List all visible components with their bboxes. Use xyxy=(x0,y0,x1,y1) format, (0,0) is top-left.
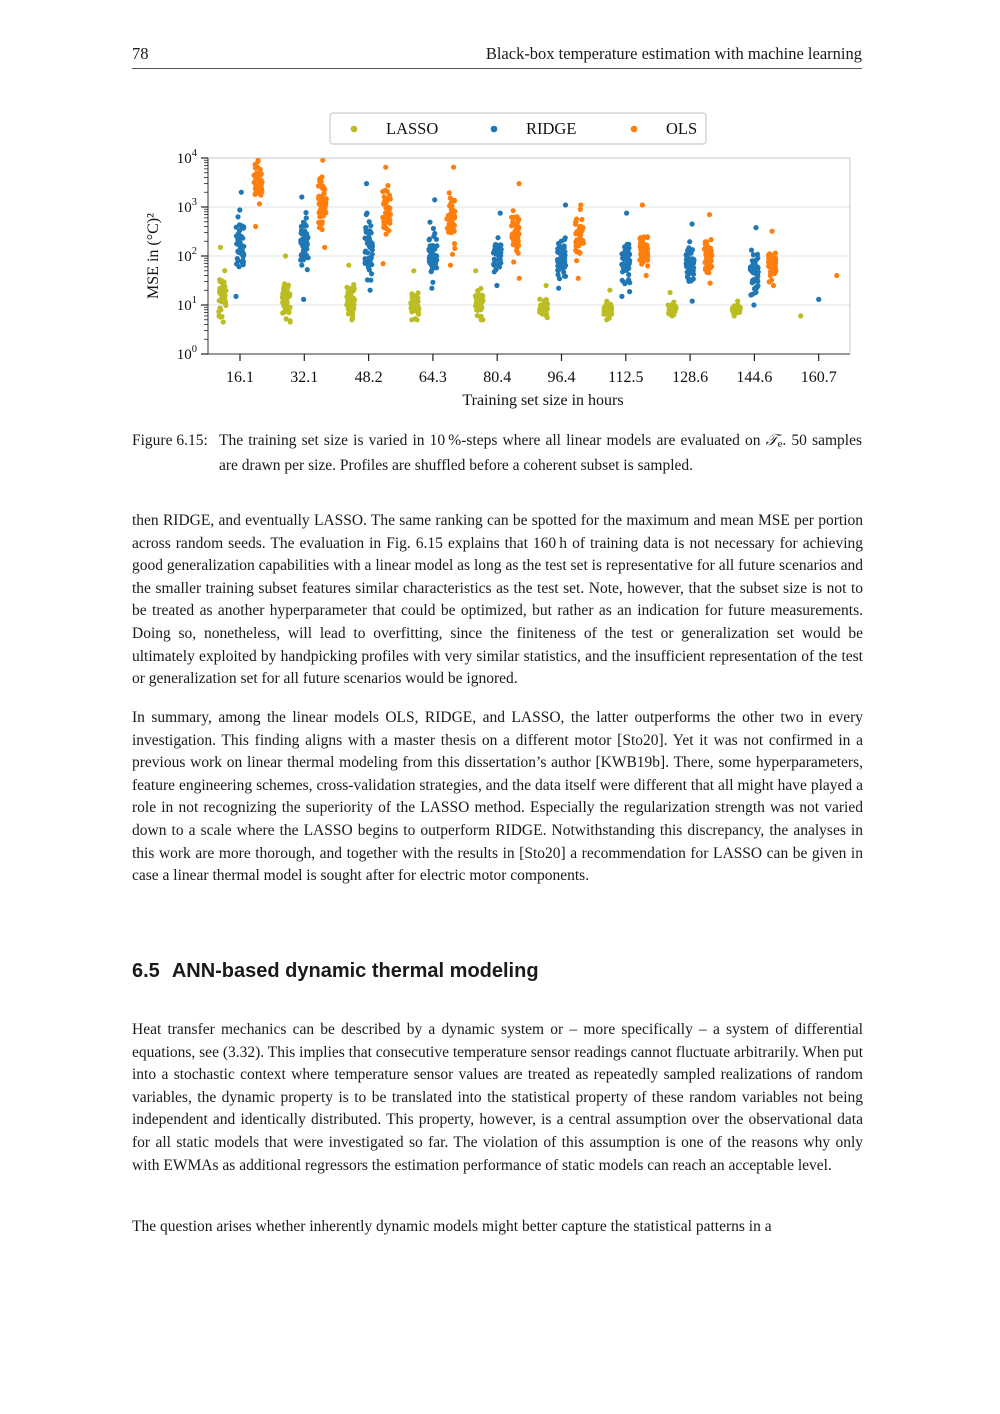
data-point-ridge xyxy=(624,263,629,268)
data-point-ridge xyxy=(429,286,434,291)
data-point-ols xyxy=(511,215,516,220)
data-point-lasso xyxy=(216,309,221,314)
data-point-lasso xyxy=(473,268,478,273)
data-point-lasso xyxy=(602,311,607,316)
data-point-lasso xyxy=(474,294,479,299)
data-point-ridge xyxy=(236,258,241,263)
data-point-ols xyxy=(452,246,457,251)
data-point-ridge xyxy=(556,241,561,246)
data-point-ols xyxy=(639,262,644,267)
y-axis-label: MSE in (°C)² xyxy=(145,213,162,299)
data-point-ridge xyxy=(751,302,756,307)
page-number: 78 xyxy=(132,44,149,63)
data-point-ols xyxy=(320,227,325,232)
data-point-lasso xyxy=(222,268,227,273)
data-point-ols xyxy=(513,243,518,248)
data-point-ols xyxy=(772,271,777,276)
data-point-ridge xyxy=(562,249,567,254)
strip-plot-chart xyxy=(132,104,862,414)
data-point-ridge xyxy=(430,243,435,248)
data-point-ridge xyxy=(753,258,758,263)
data-point-ridge xyxy=(235,234,240,239)
data-point-ols xyxy=(770,229,775,234)
data-point-ridge xyxy=(430,280,435,285)
y-tick-label: $10^2$ xyxy=(176,246,197,265)
caption-text-before: The training set size is varied in 10 %-steps where all linear models are evaluated on xyxy=(219,432,766,449)
data-point-ridge xyxy=(751,279,756,284)
data-point-lasso xyxy=(413,316,418,321)
data-point-ridge xyxy=(557,276,562,281)
data-point-ridge xyxy=(365,277,370,282)
y-tick-label: $10^0$ xyxy=(176,344,197,363)
data-point-lasso xyxy=(668,311,673,316)
data-point-ridge xyxy=(431,234,436,239)
data-point-ols xyxy=(637,236,642,241)
data-point-ridge xyxy=(687,239,692,244)
body-paragraph: Heat transfer mechanics can be described by a dynamic system or – more specifically – a system of differential equations, see (3.32). This implies that consecutive temperature sensor readings cannot fluctuate arbitrarily. When put into a stochastic context where temperature sensor values are treated as repeatedly sampled realizations of random variables, the dynamic property is to be translated into the statistical property of these random variables not being independent and identically distributed. This property, however, is a central assumption over the observational data for all static models that were investigated so far. The violation of this assumption is one of the reasons why only with EWMAs as additional regressors the estimation performance of static models can reach an acceptable level. xyxy=(132,1021,863,1174)
data-point-ols xyxy=(381,216,386,221)
data-point-ridge xyxy=(749,248,754,253)
data-point-ols xyxy=(644,254,649,259)
data-point-ridge xyxy=(428,261,433,266)
data-point-ridge xyxy=(367,219,372,224)
data-point-lasso xyxy=(283,308,288,313)
data-point-lasso xyxy=(480,298,485,303)
data-point-ols xyxy=(452,223,457,228)
data-point-ridge xyxy=(301,297,306,302)
data-point-ols xyxy=(578,207,583,212)
data-point-lasso xyxy=(282,284,287,289)
data-point-ols xyxy=(703,267,708,272)
data-point-ridge xyxy=(494,283,499,288)
data-point-ridge xyxy=(303,239,308,244)
data-point-ridge xyxy=(619,294,624,299)
data-point-ols xyxy=(767,251,772,256)
data-point-ols xyxy=(574,229,579,234)
data-point-ols xyxy=(387,206,392,211)
data-point-ols xyxy=(451,165,456,170)
data-point-ols xyxy=(447,190,452,195)
data-point-lasso xyxy=(351,296,356,301)
data-point-ols xyxy=(320,219,325,224)
data-point-ridge xyxy=(368,288,373,293)
data-point-ridge xyxy=(624,211,629,216)
data-point-ridge xyxy=(556,286,561,291)
data-point-ridge xyxy=(627,289,632,294)
data-point-ols xyxy=(254,171,259,176)
data-point-ridge xyxy=(235,214,240,219)
data-point-ridge xyxy=(427,220,432,225)
x-axis-label: Training set size in hours xyxy=(462,392,624,409)
body-paragraph: In summary, among the linear models OLS, RIDGE, and LASSO, the latter outperforms the other two in every investigation. This finding aligns with a master thesis on a different motor [Sto20]. Yet it was not confirmed in a previous work on linear thermal modeling from this dissertation’s author [KWB19b]. There, some hyperparameters, feature engineering schemes, cross-validation strategies, and the data itself were different that all might have played a role in not recognizing the superiority of the LASSO method. Especially the regularization strength was not varied down to a scale where the LASSO begins to outperform RIDGE. Notwithstanding this discrepancy, the analyses in this work are more thorough, and together with the results in [Sto20] a recommendation for LASSO can be given in case a linear thermal model is sought after for electric motor components. xyxy=(132,709,863,885)
data-point-ridge xyxy=(816,297,821,302)
data-point-ridge xyxy=(370,247,375,252)
data-point-ridge xyxy=(433,261,438,266)
data-point-ridge xyxy=(299,194,304,199)
data-point-ols xyxy=(448,196,453,201)
data-point-ols xyxy=(644,243,649,248)
data-point-lasso xyxy=(606,307,611,312)
data-point-ridge xyxy=(687,278,692,283)
data-point-ridge xyxy=(366,265,371,270)
test-set-symbol: 𝒯 xyxy=(765,431,778,449)
data-point-ols xyxy=(382,222,387,227)
data-point-lasso xyxy=(607,288,612,293)
x-tick-label: 112.5 xyxy=(608,369,644,386)
data-point-ols xyxy=(321,201,326,206)
data-point-ridge xyxy=(562,265,567,270)
data-point-ols xyxy=(388,212,393,217)
data-point-ols xyxy=(770,261,775,266)
data-point-ridge xyxy=(687,250,692,255)
data-point-ridge xyxy=(364,236,369,241)
x-tick-label: 48.2 xyxy=(354,369,383,386)
data-point-ols xyxy=(258,192,263,197)
data-point-lasso xyxy=(346,292,351,297)
data-point-ols xyxy=(705,243,710,248)
data-point-ridge xyxy=(492,269,497,274)
data-point-ols xyxy=(517,181,522,186)
data-point-ols xyxy=(645,249,650,254)
data-point-ridge xyxy=(751,270,756,275)
data-point-ols xyxy=(640,202,645,207)
caption-label: Figure 6.15: xyxy=(132,432,208,449)
data-point-ridge xyxy=(626,272,631,277)
data-point-ridge xyxy=(499,247,504,252)
x-tick-label: 144.6 xyxy=(736,369,773,386)
data-point-ols xyxy=(317,214,322,219)
data-point-lasso xyxy=(737,307,742,312)
data-point-lasso xyxy=(411,268,416,273)
data-point-ridge xyxy=(557,250,562,255)
data-point-lasso xyxy=(221,319,226,324)
data-point-lasso xyxy=(475,288,480,293)
data-point-ols xyxy=(322,245,327,250)
data-point-ols xyxy=(705,248,710,253)
data-point-ridge xyxy=(370,241,375,246)
data-point-lasso xyxy=(541,308,546,313)
data-point-ridge xyxy=(237,228,242,233)
data-point-ols xyxy=(257,201,262,206)
y-tick-label: $10^1$ xyxy=(176,295,197,314)
y-tick-label: $10^4$ xyxy=(176,148,197,167)
legend-label-lasso: LASSO xyxy=(386,119,439,138)
legend-label-ols: OLS xyxy=(666,119,698,138)
data-point-ridge xyxy=(237,207,242,212)
data-point-lasso xyxy=(730,307,735,312)
data-point-ols xyxy=(318,207,323,212)
data-point-lasso xyxy=(731,311,736,316)
legend-marker-lasso xyxy=(351,126,358,133)
data-point-ridge xyxy=(364,211,369,216)
data-point-ols xyxy=(834,273,839,278)
data-point-ols xyxy=(255,164,260,169)
section-heading xyxy=(132,960,539,983)
data-point-ols xyxy=(517,276,522,281)
data-point-ridge xyxy=(626,279,631,284)
data-point-ridge xyxy=(556,268,561,273)
data-point-ridge xyxy=(302,229,307,234)
running-title: Black-box temperature estimation with machine learning xyxy=(485,44,862,63)
data-point-ols xyxy=(381,261,386,266)
data-point-ols xyxy=(382,188,387,193)
data-point-ols xyxy=(452,229,457,234)
data-point-ridge xyxy=(751,252,756,257)
data-point-ridge xyxy=(626,244,631,249)
data-point-ridge xyxy=(562,237,567,242)
data-point-lasso xyxy=(219,278,224,283)
data-point-ridge xyxy=(239,190,244,195)
y-tick-label: $10^3$ xyxy=(176,197,197,216)
data-point-ols xyxy=(253,224,258,229)
data-point-ridge xyxy=(753,225,758,230)
data-point-ols xyxy=(451,213,456,218)
data-point-ols xyxy=(708,281,713,286)
data-point-lasso xyxy=(350,315,355,320)
data-point-ridge xyxy=(563,202,568,207)
data-point-ols xyxy=(447,203,452,208)
data-point-ridge xyxy=(494,252,499,257)
data-point-ridge xyxy=(748,292,753,297)
data-point-lasso xyxy=(666,303,671,308)
paragraph-ranking xyxy=(132,510,863,703)
data-point-ols xyxy=(511,208,516,213)
data-point-ridge xyxy=(427,237,432,242)
data-point-ols xyxy=(509,223,514,228)
data-point-ols xyxy=(259,171,264,176)
data-point-ridge xyxy=(429,249,434,254)
data-point-ridge xyxy=(622,257,627,262)
data-point-lasso xyxy=(668,290,673,295)
data-point-ols xyxy=(579,217,584,222)
figure-caption xyxy=(132,430,862,476)
data-point-ridge xyxy=(690,299,695,304)
data-point-ols xyxy=(708,257,713,262)
x-tick-label: 128.6 xyxy=(672,369,709,386)
data-point-ols xyxy=(452,241,457,246)
data-point-lasso xyxy=(351,302,356,307)
caption-text xyxy=(219,430,862,476)
data-point-ridge xyxy=(432,197,437,202)
data-point-lasso xyxy=(346,306,351,311)
data-point-ridge xyxy=(303,210,308,215)
data-point-ols xyxy=(387,193,392,198)
data-point-lasso xyxy=(537,297,542,302)
data-point-ols xyxy=(574,258,579,263)
data-point-ols xyxy=(450,252,455,257)
data-point-ridge xyxy=(364,181,369,186)
data-point-ridge xyxy=(690,221,695,226)
data-point-ols xyxy=(257,178,262,183)
data-point-ols xyxy=(386,228,391,233)
data-point-ridge xyxy=(241,244,246,249)
body-paragraph: The question arises whether inherently dynamic models might better capture the statistical patterns in a xyxy=(132,1218,772,1235)
data-point-ols xyxy=(709,237,714,242)
data-point-lasso xyxy=(218,245,223,250)
data-point-ridge xyxy=(498,211,503,216)
legend-marker-ridge xyxy=(491,126,498,133)
data-point-ridge xyxy=(559,255,564,260)
body-paragraph: then RIDGE, and eventually LASSO. The same ranking can be spotted for the maximum and mean MSE per portion across random seeds. The evaluation in Fig. 6.15 explains that 160 h of training data is not necessary for achieving good generalization capabilities with a linear model as long as the test set is representative for all future scenarios and the smaller training subset features similar characteristics as the test set. Note, however, that the subset size is not to be treated as another hyperparameter that could be optimized, but rather as an indication for future measurements. Doing so, nonetheless, will lead to overfitting, since the finiteness of the test or generalization set would be ultimately exploited by handpicking profiles with very similar statistics, and the insufficient representation of the test or generalization set for all future scenarios would be ignored. xyxy=(132,512,863,688)
data-point-ols xyxy=(511,259,516,264)
data-point-ols xyxy=(448,263,453,268)
x-tick-label: 96.4 xyxy=(547,369,576,386)
data-point-ridge xyxy=(691,265,696,270)
data-point-ridge xyxy=(752,286,757,291)
paragraph-summary xyxy=(132,707,863,900)
data-point-ridge xyxy=(239,250,244,255)
data-point-lasso xyxy=(672,308,677,313)
data-point-ols xyxy=(576,276,581,281)
data-point-lasso xyxy=(283,253,288,258)
data-point-lasso xyxy=(414,294,419,299)
data-point-lasso xyxy=(798,313,803,318)
data-point-ridge xyxy=(496,257,501,262)
data-point-ols xyxy=(644,273,649,278)
data-point-ols xyxy=(318,180,323,185)
figure-6-15 xyxy=(132,104,862,414)
data-point-ols xyxy=(574,217,579,222)
data-point-ridge xyxy=(299,252,304,257)
test-set-subscript: e xyxy=(777,438,783,450)
data-point-lasso xyxy=(544,283,549,288)
x-tick-label: 80.4 xyxy=(483,369,512,386)
data-point-ols xyxy=(767,279,772,284)
data-point-ols xyxy=(578,239,583,244)
data-point-ols xyxy=(773,251,778,256)
data-point-ols xyxy=(577,224,582,229)
running-header xyxy=(132,44,862,69)
data-point-ridge xyxy=(304,223,309,228)
data-point-lasso xyxy=(415,304,420,309)
x-tick-label: 160.7 xyxy=(800,369,837,386)
data-point-ols xyxy=(645,263,650,268)
data-point-ols xyxy=(383,165,388,170)
data-point-ridge xyxy=(495,235,500,240)
data-point-ridge xyxy=(431,226,436,231)
data-point-ols xyxy=(707,212,712,217)
data-point-lasso xyxy=(542,303,547,308)
data-point-ridge xyxy=(233,294,238,299)
data-point-ridge xyxy=(691,272,696,277)
data-point-lasso xyxy=(222,296,227,301)
data-point-lasso xyxy=(219,314,224,319)
data-point-ols xyxy=(511,234,516,239)
legend-label-ridge: RIDGE xyxy=(526,119,577,138)
data-point-ols xyxy=(771,283,776,288)
data-point-lasso xyxy=(286,292,291,297)
legend-marker-ols xyxy=(631,126,638,133)
x-tick-label: 16.1 xyxy=(226,369,254,386)
data-point-ridge xyxy=(299,224,304,229)
data-point-ols xyxy=(578,202,583,207)
data-point-lasso xyxy=(221,286,226,291)
data-point-lasso xyxy=(288,318,293,323)
data-point-ridge xyxy=(363,250,368,255)
data-point-ols xyxy=(639,253,644,258)
data-point-ridge xyxy=(491,261,496,266)
data-point-lasso xyxy=(476,308,481,313)
data-point-ridge xyxy=(369,271,374,276)
x-tick-label: 64.3 xyxy=(418,369,447,386)
data-point-ridge xyxy=(305,267,310,272)
data-point-ridge xyxy=(493,242,498,247)
data-point-ridge xyxy=(685,261,690,266)
data-point-lasso xyxy=(217,298,222,303)
data-point-ols xyxy=(709,253,714,258)
data-point-ols xyxy=(638,244,643,249)
x-tick-label: 32.1 xyxy=(290,369,319,386)
data-point-ridge xyxy=(241,224,246,229)
section-number: 6.5 xyxy=(132,960,160,982)
data-point-ols xyxy=(256,159,261,164)
data-point-ridge xyxy=(299,263,304,268)
data-point-lasso xyxy=(346,263,351,268)
data-point-ridge xyxy=(241,260,246,265)
data-point-lasso xyxy=(480,317,485,322)
data-point-ols xyxy=(515,219,520,224)
section-title: ANN-based dynamic thermal modeling xyxy=(171,960,539,982)
data-point-ols xyxy=(253,190,258,195)
paragraph-heat-transfer xyxy=(132,1019,863,1189)
data-point-lasso xyxy=(409,291,414,296)
caption-text-after: . 50 samples are drawn per size. Profiles are shuffled before a coherent subset is sampled. xyxy=(219,432,863,474)
data-point-ols xyxy=(320,186,325,191)
paragraph-question xyxy=(132,1216,863,1251)
data-point-ridge xyxy=(563,274,568,279)
data-point-ridge xyxy=(364,228,369,233)
data-point-ols xyxy=(577,250,582,255)
data-point-lasso xyxy=(409,302,414,307)
data-point-ols xyxy=(385,183,390,188)
data-point-ridge xyxy=(428,254,433,259)
